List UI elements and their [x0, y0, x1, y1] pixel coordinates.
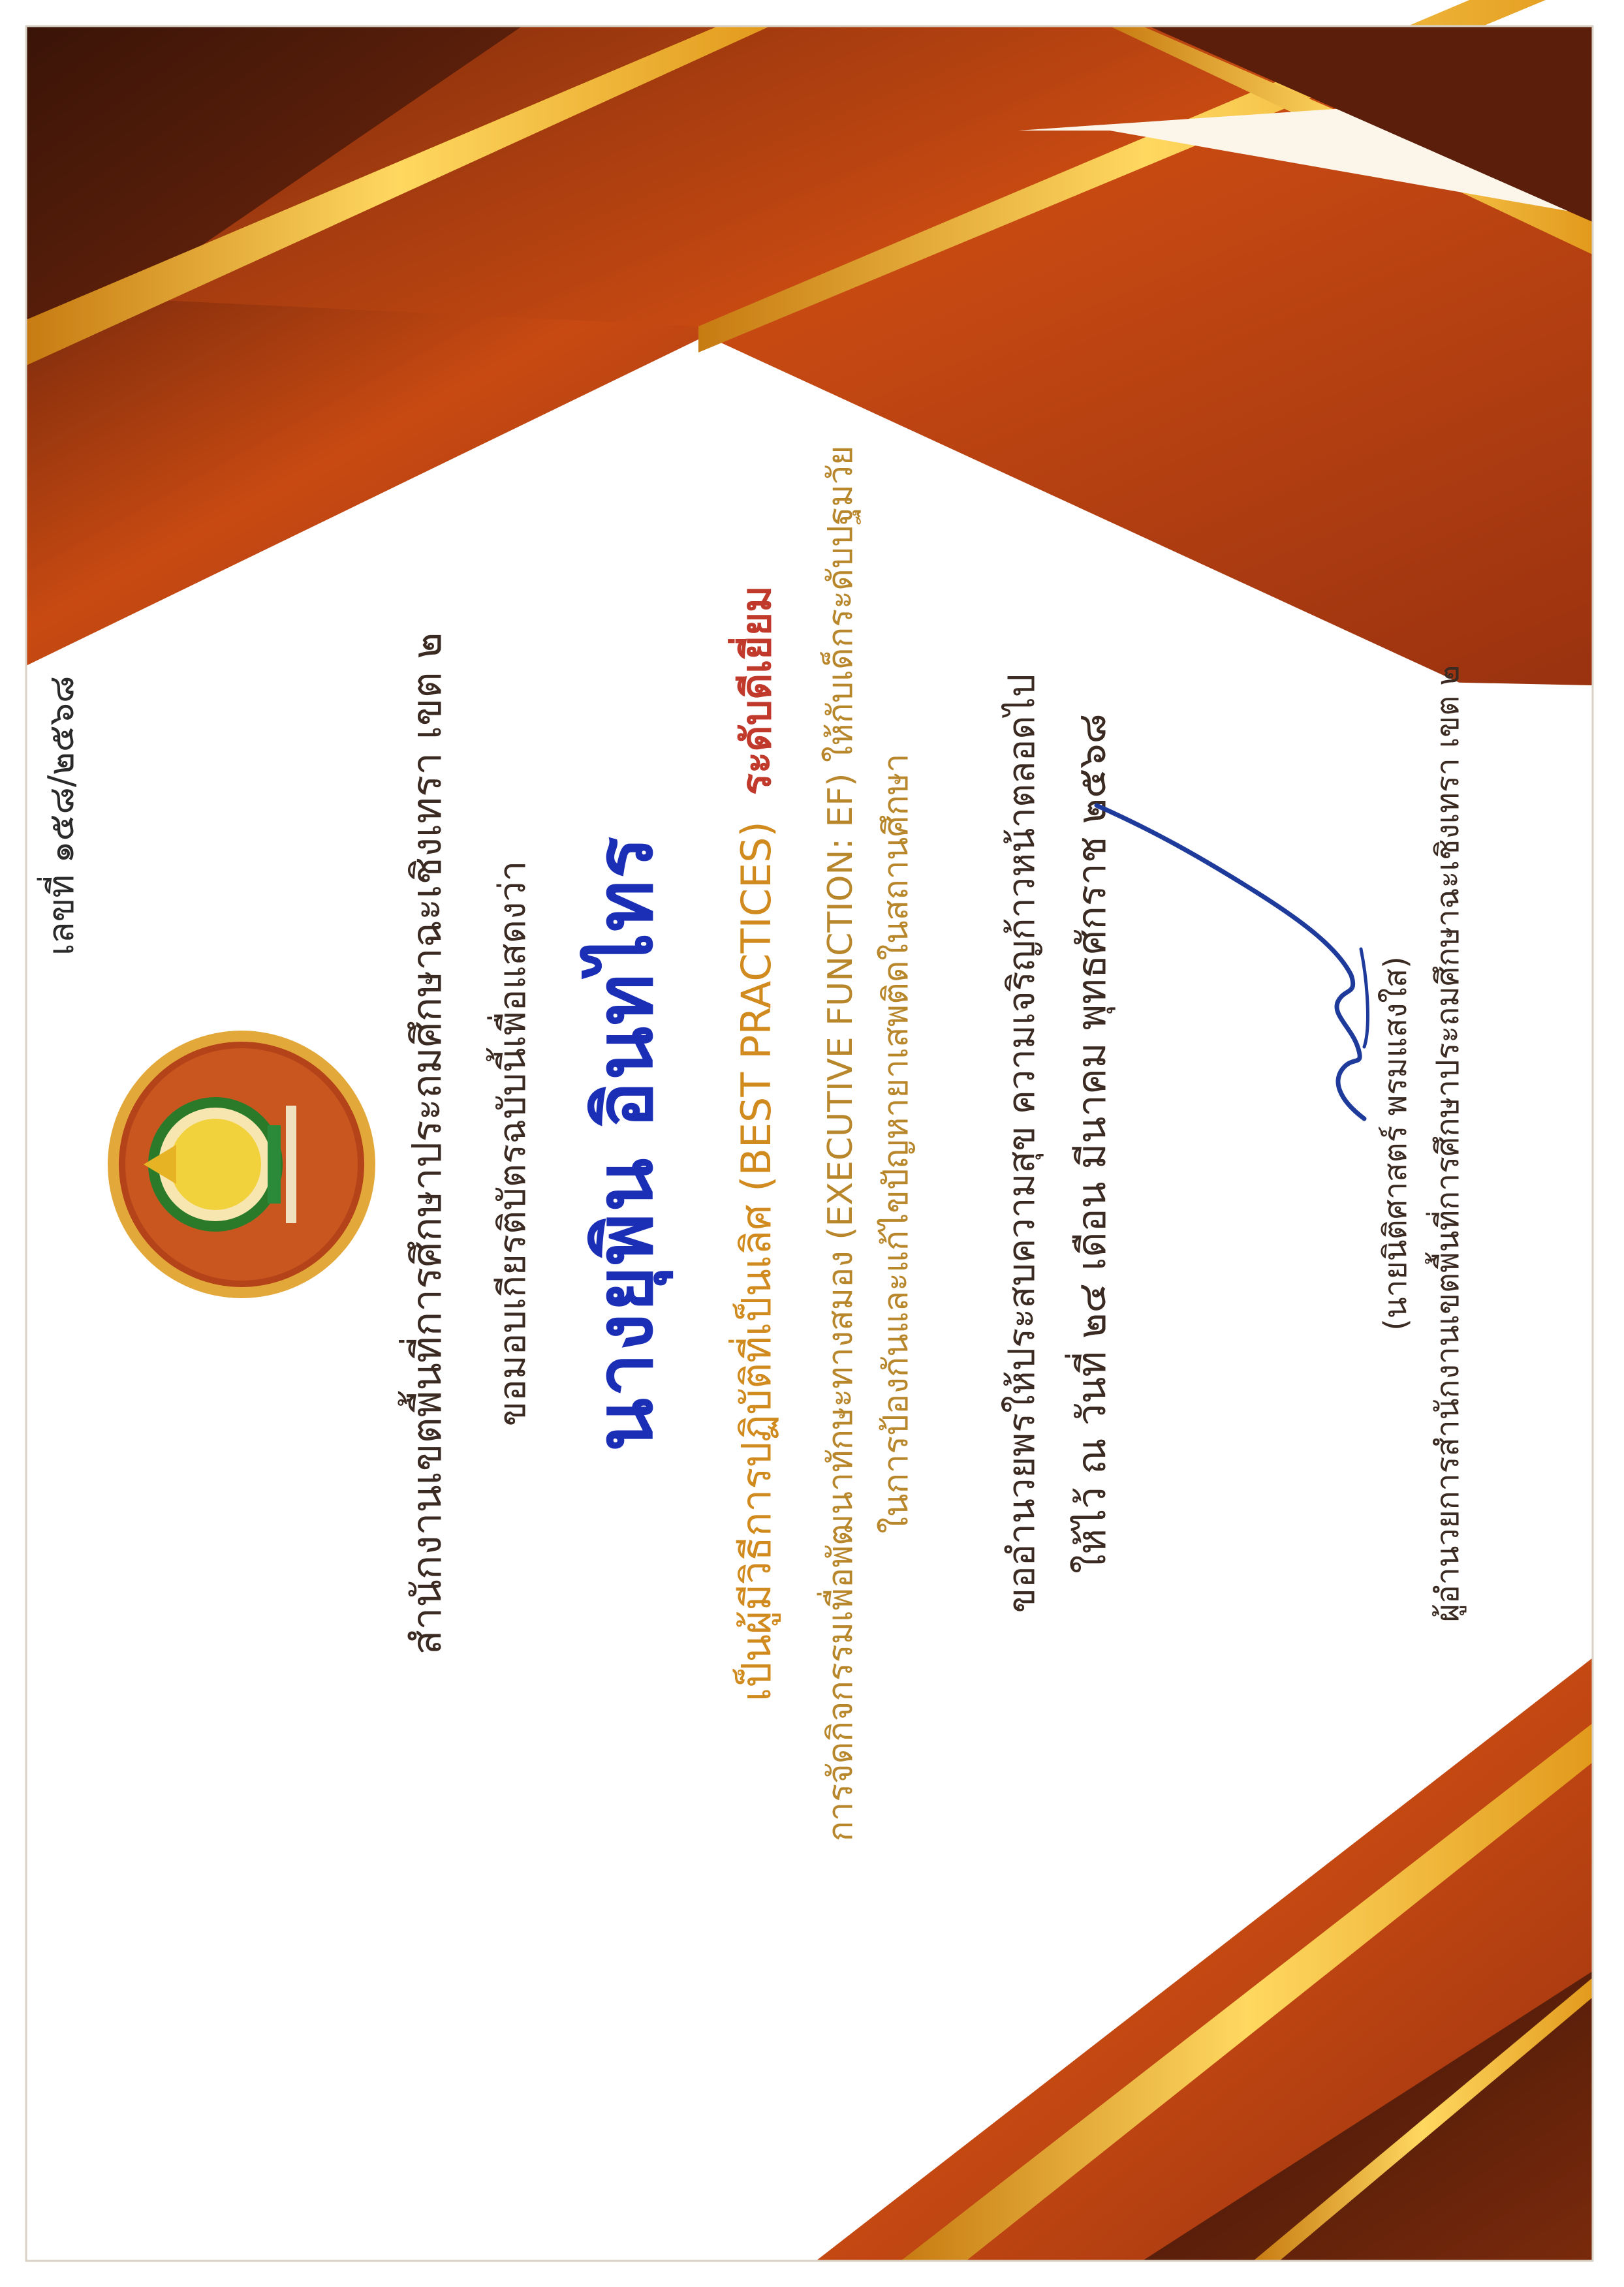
blessing-text: ขออำนวยพรให้ประสบความสุข ความเจริญก้าวหน้าตลอดไป: [1001, 674, 1043, 1613]
award-detail-2: ในการป้องกันและแก้ไขปัญหายาเสพติดในสถานศึกษา: [877, 753, 916, 1534]
recipient-name: นางยุพิน อินทไทร: [580, 835, 670, 1452]
signer-name: (นายนิติศาสตร์ พรมแสงใส): [1377, 956, 1414, 1331]
signature: [1057, 740, 1384, 1197]
given-date: ให้ไว้ ณ วันที่ ๒๔ เดือน มีนาคม พุทธศักราช ๒๕๖๘: [1069, 713, 1115, 1574]
intro-text: ขอมอบเกียรติบัตรฉบับนี้เพื่อแสดงว่า: [492, 860, 534, 1427]
certificate-number: เลขที่ ๑๕๘/๒๕๖๘: [40, 676, 82, 956]
signer-position: ผู้อำนวยการสำนักงานเขตพื้นที่การศึกษาประถมศึกษาฉะเชิงเทรา เขต ๒: [1429, 664, 1466, 1623]
award-title: เป็นผู้มีวิธีการปฏิบัติที่เป็นเลิศ (BEST PRACTICES): [732, 821, 780, 1702]
award-line: [725, 0, 789, 2287]
organization-name: สำนักงานเขตพื้นที่การศึกษาประถมศึกษาฉะเชิงเทรา เขต ๒: [403, 632, 450, 1655]
office-seal-logo: [104, 1027, 379, 1301]
award-level: ระดับดีเยี่ยม: [732, 585, 780, 796]
award-detail-1: การจัดกิจกรรมเพื่อพัฒนาทักษะทางสมอง (EXECUTIVE FUNCTION: EF) ให้กับเด็กระดับปฐมวัย: [821, 445, 860, 1842]
